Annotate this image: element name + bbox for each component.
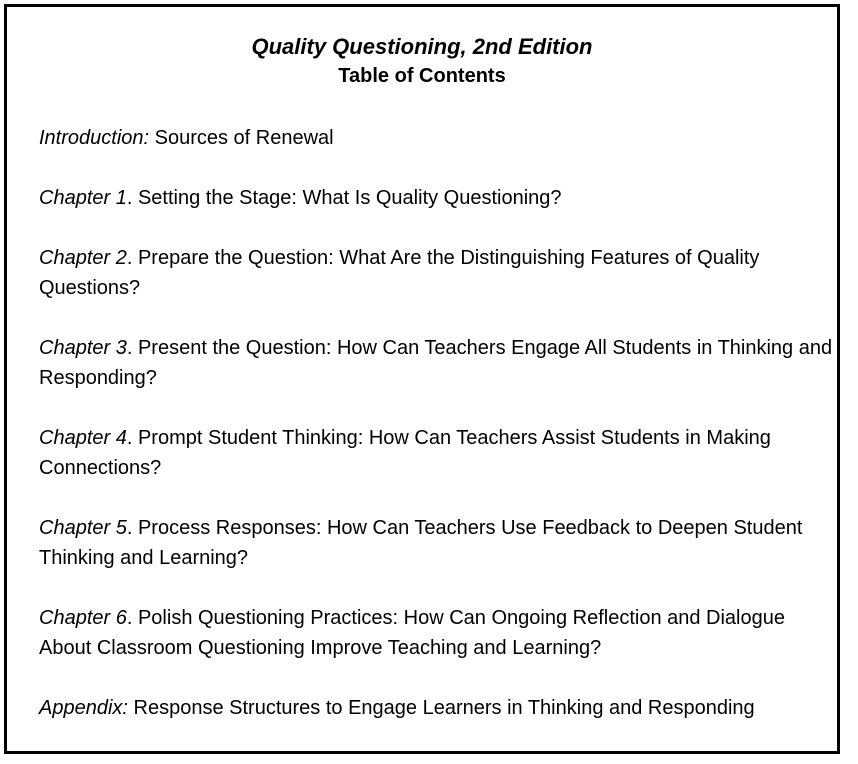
toc-text: Polish Questioning Practices: How Can Ongoing Reflection and Dialogue About Classroom Questioning Improve Teaching and Learning?	[39, 607, 785, 659]
toc-entry-chapter-4	[39, 423, 839, 483]
toc-label: Chapter 4	[39, 427, 127, 449]
toc-punct: .	[126, 427, 133, 449]
toc-label: Introduction:	[39, 127, 150, 149]
toc-text: Process Responses: How Can Teachers Use Feedback to Deepen Student Thinking and Learning?	[39, 517, 803, 569]
toc-punct: .	[126, 187, 133, 209]
toc-label: Chapter 6	[39, 607, 127, 629]
toc-label: Chapter 1	[39, 187, 127, 209]
toc-punct: .	[126, 337, 133, 359]
toc-entry-chapter-1	[39, 183, 839, 213]
toc-punct: .	[126, 517, 133, 539]
toc-label: Appendix:	[39, 697, 128, 719]
toc-text: Prepare the Question: What Are the Distinguishing Features of Quality Questions?	[39, 247, 760, 299]
toc-label: Chapter 3	[39, 337, 127, 359]
toc-text: Setting the Stage: What Is Quality Questioning?	[132, 187, 562, 209]
document-header	[7, 32, 837, 90]
toc-punct: .	[126, 247, 133, 269]
toc-entry-introduction	[39, 123, 839, 153]
toc-entry-appendix	[39, 693, 839, 723]
toc-entry-chapter-6	[39, 603, 839, 663]
toc-entry-chapter-2	[39, 243, 839, 303]
toc-text: Prompt Student Thinking: How Can Teachers Assist Students in Making Connections?	[39, 427, 771, 479]
toc-text: Sources of Renewal	[149, 127, 334, 149]
toc-label: Chapter 2	[39, 247, 127, 269]
toc-label: Chapter 5	[39, 517, 127, 539]
toc-entry-chapter-5	[39, 513, 839, 573]
document-title: Quality Questioning, 2nd Edition	[251, 34, 593, 59]
toc-punct: .	[126, 607, 133, 629]
document-subtitle: Table of Contents	[338, 65, 506, 87]
table-of-contents	[39, 123, 839, 723]
toc-text: Response Structures to Engage Learners in Thinking and Responding	[127, 697, 755, 719]
toc-text: Present the Question: How Can Teachers Engage All Students in Thinking and Responding?	[39, 337, 833, 389]
document-frame	[4, 4, 840, 754]
toc-entry-chapter-3	[39, 333, 839, 393]
